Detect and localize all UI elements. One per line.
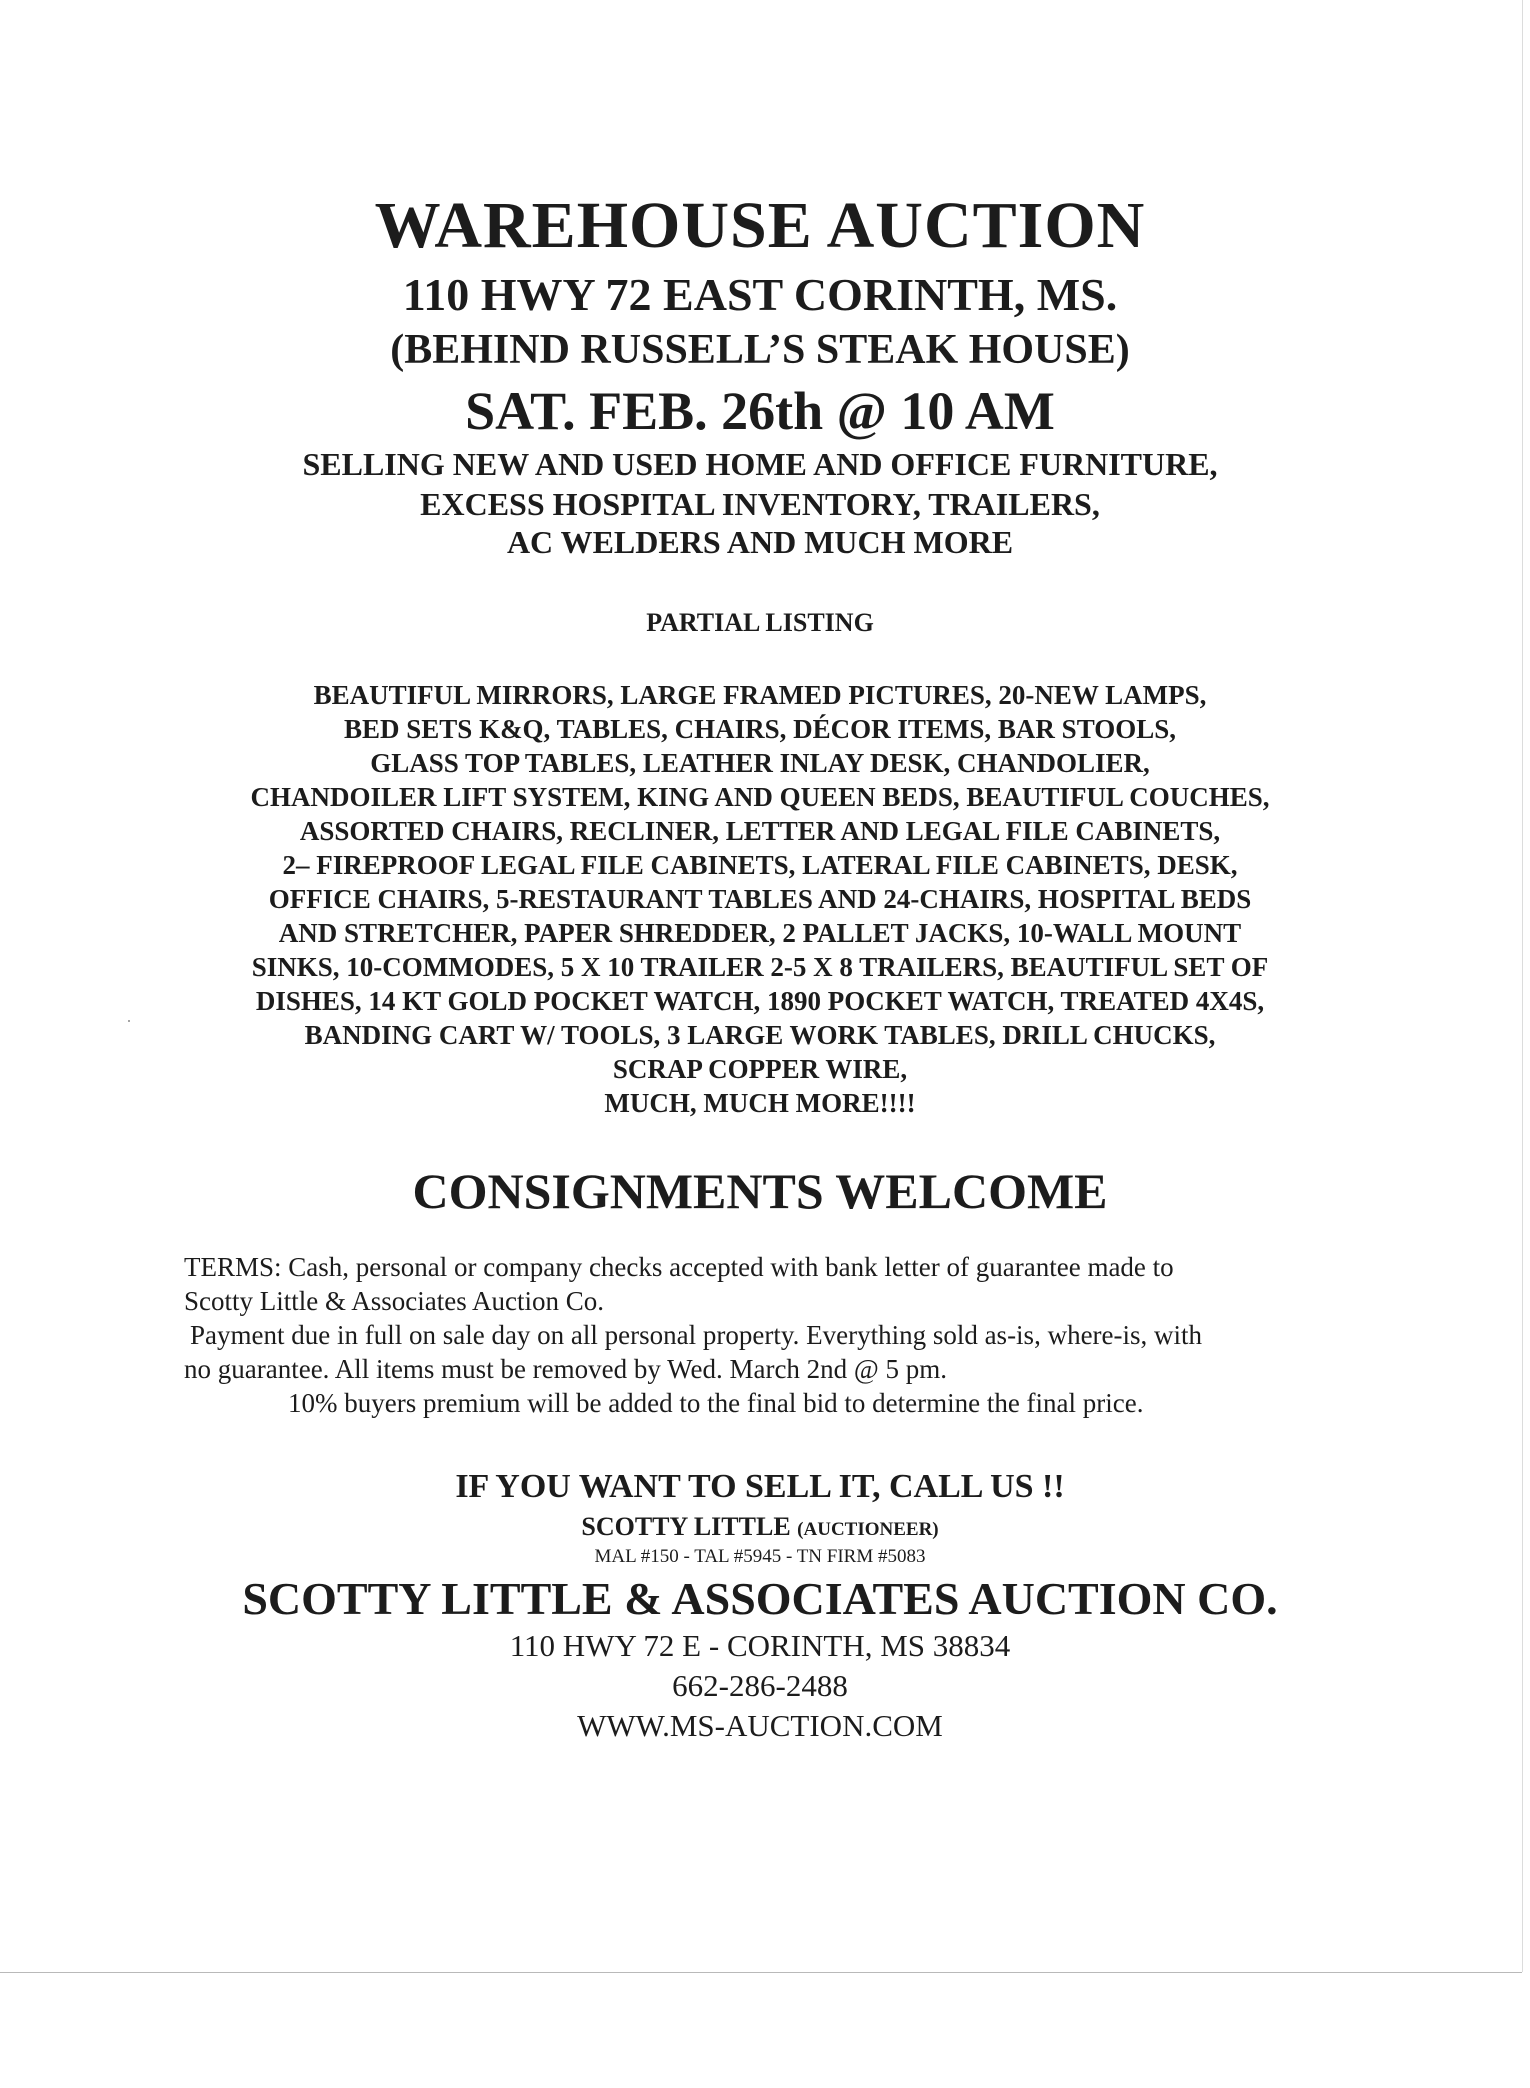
auctioneer-name: SCOTTY LITTLE (581, 1512, 791, 1541)
consignments-heading: CONSIGNMENTS WELCOME (412, 1163, 1108, 1219)
listing-line: BED SETS K&Q, TABLES, CHAIRS, DÉCOR ITEMS, BAR STOOLS, (344, 714, 1176, 744)
terms-block (184, 1250, 1364, 1420)
listing-line: OFFICE CHAIRS, 5-RESTAURANT TABLES AND 24-CHAIRS, HOSPITAL BEDS (268, 884, 1252, 914)
listing-line: MUCH, MUCH MORE!!!! (604, 1088, 916, 1118)
listing-line: BANDING CART W/ TOOLS, 3 LARGE WORK TABLES, DRILL CHUCKS, (304, 1020, 1216, 1050)
license-numbers: MAL #150 - TAL #5945 - TN FIRM #5083 (594, 1546, 926, 1567)
auctioneer-credit (0, 1512, 1520, 1542)
partial-listing-heading: PARTIAL LISTING (646, 608, 874, 637)
selling-line: AC WELDERS AND MUCH MORE (506, 524, 1014, 560)
listing-line: CHANDOILER LIFT SYSTEM, KING AND QUEEN BEDS, BEAUTIFUL COUCHES, (250, 782, 1270, 812)
company-name: SCOTTY LITTLE & ASSOCIATES AUCTION CO. (242, 1573, 1278, 1624)
call-to-action: IF YOU WANT TO SELL IT, CALL US !! (455, 1468, 1065, 1505)
page-bottom-edge (0, 1972, 1522, 1973)
sale-landmark: (BEHIND RUSSELL’S STEAK HOUSE) (390, 327, 1130, 373)
sale-date: SAT. FEB. 26th @ 10 AM (465, 381, 1055, 441)
page-right-edge (1522, 0, 1523, 1972)
sale-address: 110 HWY 72 EAST CORINTH, MS. (402, 269, 1118, 320)
company-address: 110 HWY 72 E - CORINTH, MS 38834 (509, 1628, 1011, 1663)
selling-line: SELLING NEW AND USED HOME AND OFFICE FURNITURE, (302, 446, 1218, 482)
flyer-title: WAREHOUSE AUCTION (374, 189, 1146, 262)
terms-line: 10% buyers premium will be added to the final bid to determine the final price. (288, 1388, 1144, 1418)
company-website: WWW.MS-AUCTION.COM (577, 1708, 943, 1743)
listing-line: GLASS TOP TABLES, LEATHER INLAY DESK, CHANDOLIER, (370, 748, 1150, 778)
terms-line: Scotty Little & Associates Auction Co. (184, 1286, 604, 1316)
terms-line: no guarantee. All items must be removed by Wed. March 2nd @ 5 pm. (184, 1354, 948, 1384)
listing-line: AND STRETCHER, PAPER SHREDDER, 2 PALLET JACKS, 10-WALL MOUNT (278, 918, 1242, 948)
listing-line: BEAUTIFUL MIRRORS, LARGE FRAMED PICTURES, 20-NEW LAMPS, (313, 680, 1207, 710)
listing-line: SINKS, 10-COMMODES, 5 X 10 TRAILER 2-5 X 8 TRAILERS, BEAUTIFUL SET OF (251, 952, 1269, 982)
listing-line: DISHES, 14 KT GOLD POCKET WATCH, 1890 POCKET WATCH, TREATED 4X4S, (255, 986, 1265, 1016)
scan-speck (128, 1020, 130, 1022)
listing-line: SCRAP COPPER WIRE, (612, 1054, 908, 1084)
terms-line: Payment due in full on sale day on all personal property. Everything sold as-is, where-is, with (190, 1320, 1203, 1350)
listing-line: ASSORTED CHAIRS, RECLINER, LETTER AND LEGAL FILE CABINETS, (299, 816, 1221, 846)
listing-line: 2– FIREPROOF LEGAL FILE CABINETS, LATERAL FILE CABINETS, DESK, (282, 850, 1238, 880)
terms-line: TERMS: Cash, personal or company checks accepted with bank letter of guarantee made to (184, 1252, 1174, 1282)
selling-line: EXCESS HOSPITAL INVENTORY, TRAILERS, (420, 486, 1100, 522)
company-phone: 662-286-2488 (672, 1668, 848, 1703)
auctioneer-role: (AUCTIONEER) (797, 1519, 939, 1540)
